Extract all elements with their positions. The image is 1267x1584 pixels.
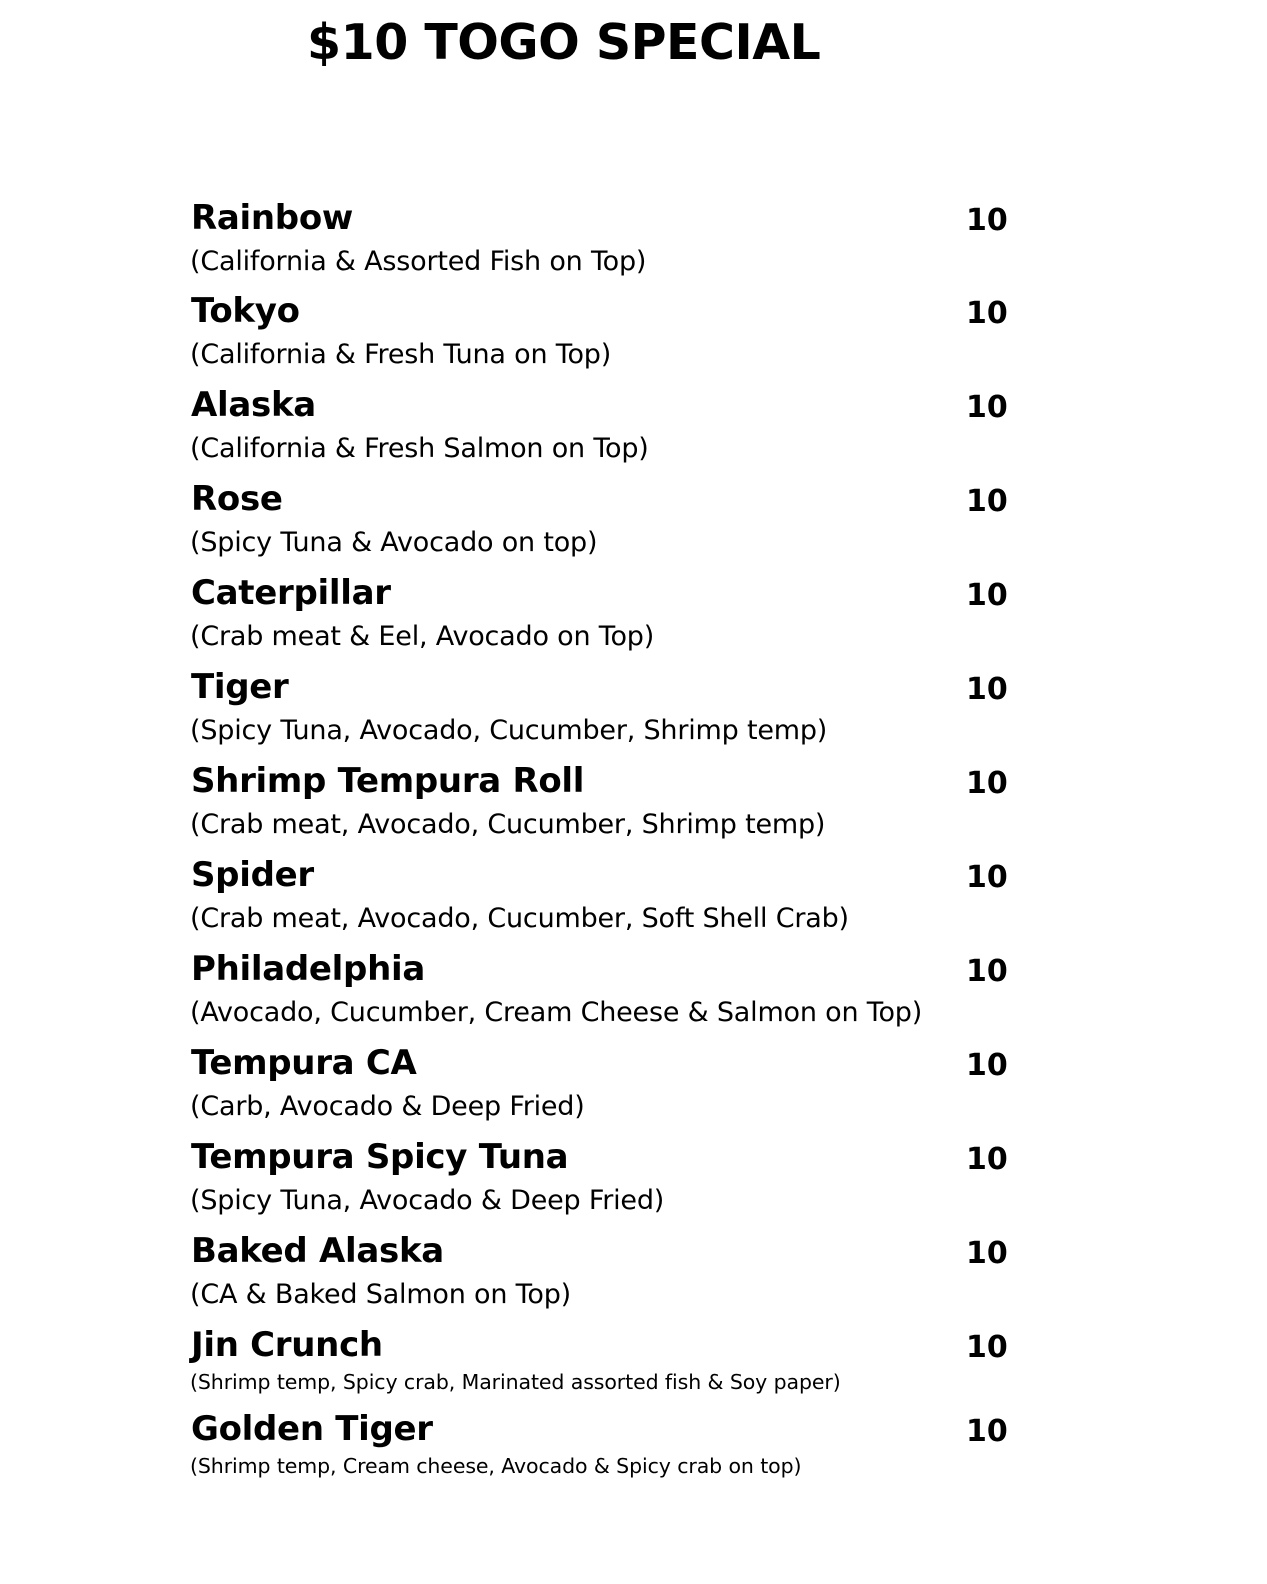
item-name: Jin Crunch <box>191 1325 383 1365</box>
item-name: Golden Tiger <box>191 1409 433 1449</box>
item-description: (Shrimp temp, Cream cheese, Avocado & Spicy crab on top) <box>190 1454 802 1478</box>
item-name: Caterpillar <box>191 573 391 613</box>
item-price: 10 <box>966 672 1008 707</box>
item-name: Rainbow <box>191 198 353 238</box>
item-price: 10 <box>966 296 1008 331</box>
item-price: 10 <box>966 1048 1008 1083</box>
item-price: 10 <box>966 1414 1008 1449</box>
item-price: 10 <box>966 203 1008 238</box>
item-name: Tempura Spicy Tuna <box>191 1137 569 1177</box>
item-description: (Avocado, Cucumber, Cream Cheese & Salmon on Top) <box>190 997 923 1028</box>
item-price: 10 <box>966 578 1008 613</box>
item-description: (Crab meat & Eel, Avocado on Top) <box>190 621 655 652</box>
item-price: 10 <box>966 1330 1008 1365</box>
item-description: (Carb, Avocado & Deep Fried) <box>190 1091 585 1122</box>
item-name: Philadelphia <box>191 949 425 989</box>
item-description: (Shrimp temp, Spicy crab, Marinated assorted fish & Soy paper) <box>190 1370 841 1394</box>
item-name: Shrimp Tempura Roll <box>191 761 585 801</box>
item-name: Tempura CA <box>191 1043 417 1083</box>
item-price: 10 <box>966 390 1008 425</box>
item-description: (California & Assorted Fish on Top) <box>190 246 647 277</box>
item-price: 10 <box>966 1142 1008 1177</box>
item-name: Tiger <box>191 667 289 707</box>
item-price: 10 <box>966 766 1008 801</box>
item-name: Alaska <box>191 385 316 425</box>
item-name: Tokyo <box>191 291 300 331</box>
item-description: (Spicy Tuna, Avocado & Deep Fried) <box>190 1185 665 1216</box>
item-description: (Spicy Tuna, Avocado, Cucumber, Shrimp temp) <box>190 715 828 746</box>
item-description: (Crab meat, Avocado, Cucumber, Soft Shell Crab) <box>190 903 849 934</box>
menu-title: $10 TOGO SPECIAL <box>307 14 821 71</box>
item-description: (California & Fresh Salmon on Top) <box>190 433 649 464</box>
item-description: (California & Fresh Tuna on Top) <box>190 339 612 370</box>
item-description: (CA & Baked Salmon on Top) <box>190 1279 571 1310</box>
item-price: 10 <box>966 860 1008 895</box>
item-name: Rose <box>191 479 283 519</box>
item-price: 10 <box>966 484 1008 519</box>
item-description: (Crab meat, Avocado, Cucumber, Shrimp temp) <box>190 809 826 840</box>
item-price: 10 <box>966 954 1008 989</box>
item-description: (Spicy Tuna & Avocado on top) <box>190 527 598 558</box>
item-name: Baked Alaska <box>191 1231 444 1271</box>
item-name: Spider <box>191 855 314 895</box>
item-price: 10 <box>966 1236 1008 1271</box>
